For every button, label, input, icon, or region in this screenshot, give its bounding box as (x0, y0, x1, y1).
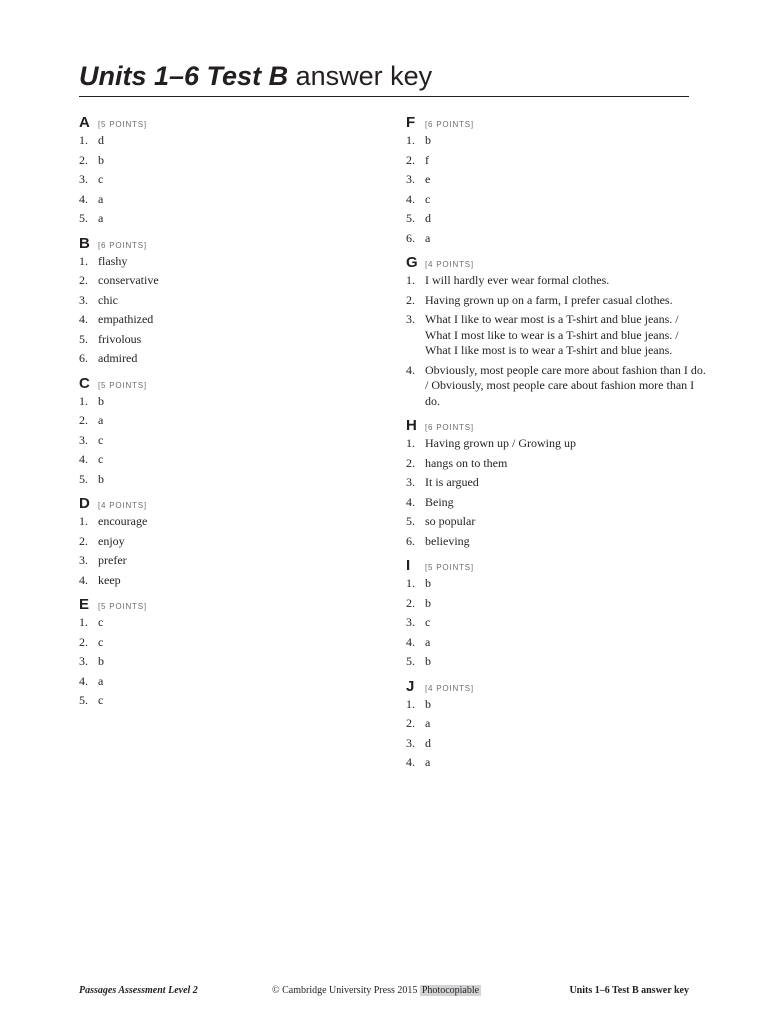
answer-number: 5. (79, 211, 88, 225)
answer-text: a (98, 413, 104, 427)
answer-text: It is argued (425, 475, 479, 489)
answer-text: hangs on to them (425, 455, 508, 470)
answer-number: 4. (406, 191, 415, 206)
answer-number: 2. (406, 455, 415, 470)
answer-number: 6. (406, 533, 415, 548)
answer-number: 2. (79, 273, 88, 287)
answer-number: 1. (406, 273, 415, 287)
answer-text: so popular (425, 514, 476, 528)
answer-number: 1. (79, 393, 88, 408)
answer-text: admired (98, 351, 138, 365)
section-letter: E (79, 596, 90, 613)
section-points: [6 POINTS] (98, 240, 147, 250)
answer-item (79, 514, 379, 530)
section-letter: A (79, 114, 90, 131)
answer-item (406, 436, 706, 452)
answer-number: 5. (79, 471, 88, 486)
answer-text: What I like to wear most is a T-shirt and blue jeans. / What I most like to wear is a T-shirt and blue jeans. / What I like most is to wear a T-shirt and blue jeans. (425, 312, 679, 357)
section-points: [4 POINTS] (425, 260, 474, 269)
page-title-bold: Units 1–6 Test B (79, 61, 289, 91)
answer-item (79, 615, 379, 631)
answer-item (406, 153, 706, 169)
section-letter: F (406, 114, 416, 131)
answer-text: b (98, 152, 104, 167)
answer-item (406, 273, 706, 289)
answer-item (79, 635, 379, 651)
section-header (406, 253, 706, 273)
answer-item (79, 312, 379, 328)
answer-number: 5. (406, 211, 415, 225)
answer-number: 1. (79, 514, 88, 528)
answer-item (79, 254, 379, 270)
answer-text: prefer (98, 553, 127, 567)
answer-text: c (98, 432, 104, 447)
answer-number: 4. (406, 634, 415, 649)
answer-item (406, 697, 706, 713)
answer-item (406, 654, 706, 670)
answer-text: c (98, 615, 104, 629)
footer-copyright-text: © Cambridge University Press 2015 (272, 985, 418, 996)
answer-number: 5. (406, 654, 415, 668)
answer-item (79, 534, 379, 550)
answer-text: encourage (98, 514, 148, 528)
answer-text: b (425, 576, 431, 590)
answer-number: 5. (79, 331, 88, 346)
answer-item (79, 211, 379, 227)
section-header (79, 494, 379, 514)
answer-number: 1. (406, 576, 415, 590)
answer-item (79, 433, 379, 449)
section-points: [5 POINTS] (98, 120, 147, 129)
answer-number: 4. (406, 362, 415, 377)
answer-text: b (425, 654, 431, 668)
answer-item (406, 615, 706, 631)
answer-item (406, 312, 706, 359)
section-d (79, 494, 379, 588)
answer-item (79, 573, 379, 589)
answer-number: 2. (406, 716, 415, 730)
answer-text: c (98, 634, 104, 649)
answer-text: b (425, 595, 431, 610)
answer-item (79, 654, 379, 670)
answer-number: 3. (79, 654, 88, 668)
section-points: [6 POINTS] (425, 423, 474, 432)
answer-item (406, 635, 706, 651)
answer-item (406, 596, 706, 612)
section-h (406, 416, 706, 549)
section-a (79, 113, 379, 227)
answer-number: 5. (79, 693, 88, 707)
answer-item (79, 273, 379, 289)
section-g (406, 253, 706, 409)
answer-number: 3. (79, 292, 88, 307)
answer-number: 2. (406, 152, 415, 167)
answer-item (79, 332, 379, 348)
answer-number: 3. (406, 475, 415, 489)
section-points: [5 POINTS] (425, 563, 474, 572)
page-title-light: answer key (295, 61, 433, 91)
section-f (406, 113, 706, 246)
answer-item (79, 693, 379, 709)
answer-number: 4. (79, 572, 88, 587)
answer-text: I will hardly ever wear formal clothes. (425, 273, 610, 287)
answer-column-right (406, 113, 706, 778)
section-letter: J (406, 677, 415, 695)
answer-text: chic (98, 292, 118, 307)
answer-column-left (79, 113, 379, 716)
section-points: [4 POINTS] (425, 683, 474, 693)
title-divider (79, 96, 689, 97)
answer-text: a (98, 211, 104, 225)
answer-text: b (425, 133, 431, 147)
answer-item (79, 133, 379, 149)
answer-item (406, 293, 706, 309)
section-points: [5 POINTS] (98, 380, 147, 390)
answer-text: a (425, 755, 431, 769)
answer-text: keep (98, 572, 121, 587)
answer-number: 3. (79, 432, 88, 447)
answer-number: 2. (79, 533, 88, 548)
answer-item (406, 363, 706, 410)
section-letter: D (79, 495, 90, 512)
section-i (406, 556, 706, 670)
answer-item (406, 475, 706, 491)
section-header (79, 374, 379, 394)
answer-text: c (98, 452, 104, 466)
answer-number: 3. (406, 172, 415, 186)
answer-number: 1. (406, 696, 415, 711)
answer-number: 4. (79, 452, 88, 466)
answer-number: 1. (406, 133, 415, 147)
answer-number: 1. (406, 436, 415, 450)
answer-text: Being (425, 494, 454, 509)
answer-item (406, 192, 706, 208)
answer-text: a (425, 230, 431, 245)
answer-text: believing (425, 533, 470, 548)
answer-number: 2. (79, 152, 88, 167)
answer-text: c (425, 615, 431, 629)
answer-item (79, 192, 379, 208)
answer-number: 4. (79, 673, 88, 688)
answer-item (406, 736, 706, 752)
section-points: [6 POINTS] (425, 120, 474, 129)
section-j (406, 677, 706, 771)
section-e (79, 595, 379, 709)
answer-number: 2. (406, 292, 415, 307)
answer-item (79, 172, 379, 188)
section-points: [5 POINTS] (98, 602, 147, 611)
answer-item (406, 211, 706, 227)
answer-item (406, 576, 706, 592)
answer-number: 6. (406, 230, 415, 245)
answer-item (406, 716, 706, 732)
answer-number: 5. (406, 514, 415, 528)
answer-item (406, 456, 706, 472)
section-header (406, 556, 706, 576)
answer-number: 1. (79, 253, 88, 268)
answer-number: 1. (79, 133, 88, 147)
footer-page-title: Units 1–6 Test B answer key (569, 985, 689, 996)
answer-number: 1. (79, 615, 88, 629)
section-letter: I (406, 557, 411, 574)
section-header (406, 677, 706, 697)
answer-text: d (425, 211, 431, 225)
answer-text: f (425, 152, 429, 167)
section-header (406, 416, 706, 436)
answer-number: 4. (79, 312, 88, 326)
answer-number: 2. (79, 413, 88, 427)
section-b (79, 234, 379, 367)
answer-item (79, 293, 379, 309)
answer-text: b (98, 471, 104, 486)
answer-item (79, 452, 379, 468)
answer-item (406, 133, 706, 149)
answer-text: c (98, 172, 104, 186)
answer-text: Having grown up / Growing up (425, 436, 576, 450)
photocopiable-label: Photocopiable (421, 985, 480, 996)
footer-copyright (272, 984, 481, 998)
answer-text: b (98, 654, 104, 668)
answer-number: 3. (406, 735, 415, 750)
section-points: [4 POINTS] (98, 501, 147, 510)
answer-text: b (425, 696, 431, 711)
answer-number: 4. (79, 191, 88, 206)
answer-number: 3. (79, 553, 88, 567)
answer-number: 2. (406, 595, 415, 610)
answer-number: 3. (406, 615, 415, 629)
answer-number: 3. (79, 172, 88, 186)
answer-text: frivolous (98, 331, 142, 346)
answer-text: flashy (98, 253, 128, 268)
answer-item (79, 153, 379, 169)
answer-item (406, 755, 706, 771)
answer-item (406, 514, 706, 530)
answer-item (79, 413, 379, 429)
answer-item (79, 472, 379, 488)
section-header (406, 113, 706, 133)
answer-item (79, 674, 379, 690)
section-letter: H (406, 417, 417, 434)
answer-text: c (98, 693, 104, 707)
section-letter: G (406, 254, 418, 271)
answer-text: a (425, 716, 431, 730)
answer-text: d (98, 133, 104, 147)
answer-text: d (425, 735, 431, 750)
answer-item (406, 495, 706, 511)
answer-text: e (425, 172, 431, 186)
answer-text: a (98, 191, 104, 206)
answer-number: 4. (406, 494, 415, 509)
answer-item (79, 394, 379, 410)
answer-item (79, 553, 379, 569)
answer-number: 4. (406, 755, 415, 769)
section-header (79, 113, 379, 133)
answer-number: 3. (406, 312, 415, 326)
section-c (79, 374, 379, 488)
section-letter: B (79, 234, 90, 252)
page-title (79, 58, 432, 94)
answer-text: a (425, 634, 431, 649)
answer-item (79, 351, 379, 367)
answer-text: b (98, 393, 104, 408)
section-header (79, 595, 379, 615)
answer-text: enjoy (98, 533, 125, 548)
answer-text: c (425, 191, 431, 206)
answer-item (406, 172, 706, 188)
answer-item (406, 231, 706, 247)
section-letter: C (79, 374, 90, 392)
answer-number: 2. (79, 634, 88, 649)
answer-text: conservative (98, 273, 159, 287)
answer-text: Having grown up on a farm, I prefer casual clothes. (425, 292, 673, 307)
answer-item (406, 534, 706, 550)
section-header (79, 234, 379, 254)
answer-number: 6. (79, 351, 88, 365)
answer-text: empathized (98, 312, 154, 326)
answer-text: a (98, 673, 104, 688)
answer-text: Obviously, most people care more about fashion than I do. / Obviously, most people care about fashion more than I do. (425, 362, 706, 408)
footer-book-title: Passages Assessment Level 2 (79, 985, 198, 996)
